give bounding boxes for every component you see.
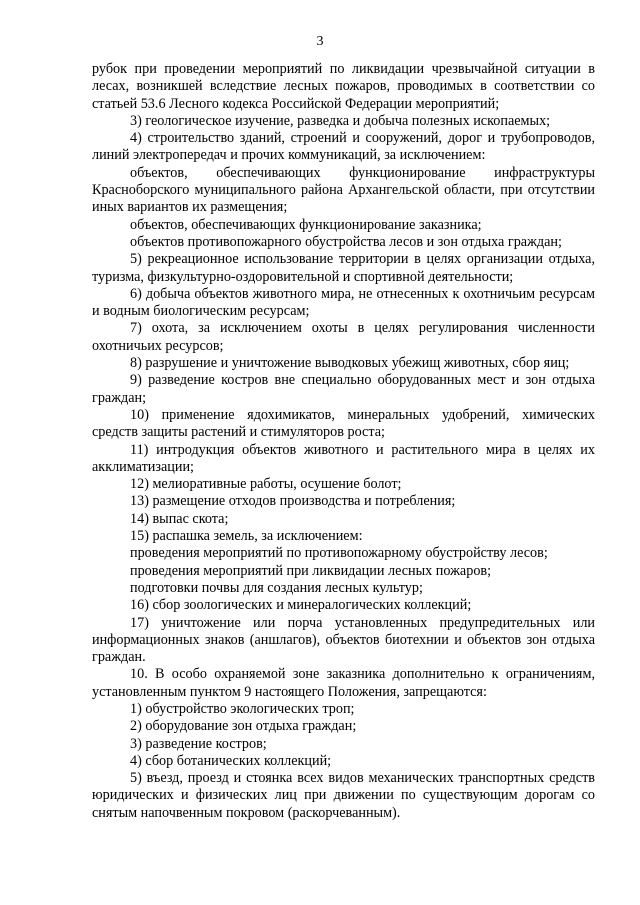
section-10-item-4: 4) сбор ботанических коллекций;	[130, 752, 332, 769]
exception-soil-preparation: подготовки почвы для создания лесных культур;	[130, 579, 423, 596]
list-item-7: 7) охота, за исключением охоты в целях регулирования численности охотничьих ресурсов;	[92, 320, 595, 354]
section-10-paragraph: 10. В особо охраняемой зоне заказника дополнительно к ограничениям, установленным пунктом 9 настоящего Положения, запрещаются:	[92, 666, 595, 700]
section-10-item-5: 5) въезд, проезд и стоянка всех видов механических транспортных средств юридических и физических лиц при движении по существующим дорогам со снятым напочвенным покровом (раскорчеванным).	[92, 770, 595, 821]
exception-fire-protection: объектов противопожарного обустройства лесов и зон отдыха граждан;	[130, 233, 562, 250]
paragraph-continuation: рубок при проведении мероприятий по ликвидации чрезвычайной ситуации в лесах, возникшей вследствие лесных пожаров, проводимых в соответствии со статьей 53.6 Лесного кодекса Российской Федерации мероприятий;	[92, 61, 595, 112]
section-10-item-3: 3) разведение костров;	[130, 735, 267, 752]
list-item-13: 13) размещение отходов производства и потребления;	[130, 493, 456, 510]
list-item-3: 3) геологическое изучение, разведка и добыча полезных ископаемых;	[130, 112, 551, 129]
list-item-4: 4) строительство зданий, строений и сооружений, дорог и трубопроводов, линий электропередач и прочих коммуникаций, за исключением:	[92, 130, 595, 164]
list-item-12: 12) мелиоративные работы, осушение болот;	[130, 476, 402, 493]
list-item-10: 10) применение ядохимикатов, минеральных удобрений, химических средств защиты растений и стимуляторов роста;	[92, 406, 595, 441]
section-10-item-1: 1) обустройство экологических троп;	[130, 700, 355, 717]
section-10-item-2: 2) оборудование зон отдыха граждан;	[130, 718, 357, 735]
list-item-15: 15) распашка земель, за исключением:	[130, 528, 363, 545]
list-item-17: 17) уничтожение или порча установленных предупредительных или информационных знаков (аншлагов), объектов биотехнии и объектов зон отдыха граждан.	[92, 614, 595, 666]
list-item-14: 14) выпас скота;	[130, 510, 229, 527]
document-body	[92, 61, 595, 822]
exception-infrastructure: объектов, обеспечивающих функционирование инфраструктуры Красноборского муниципального района Архангельской области, при отсутствии иных вариантов их размещения;	[92, 164, 595, 216]
exception-fire-arrangement: проведения мероприятий по противопожарному обустройству лесов;	[130, 545, 548, 562]
list-item-11: 11) интродукция объектов животного и растительного мира в целях их акклиматизации;	[92, 441, 595, 475]
list-item-8: 8) разрушение и уничтожение выводковых убежищ животных, сбор яиц;	[130, 355, 570, 372]
list-item-9: 9) разведение костров вне специально оборудованных мест и зон отдыха граждан;	[92, 372, 595, 406]
list-item-5: 5) рекреационное использование территории в целях организации отдыха, туризма, физкультурно-оздоровительной и спортивной деятельности;	[92, 251, 595, 285]
list-item-16: 16) сбор зоологических и минералогических коллекций;	[130, 597, 472, 614]
page-number: 3	[316, 34, 324, 49]
exception-fire-liquidation: проведения мероприятий при ликвидации лесных пожаров;	[130, 562, 492, 579]
exception-reserve-objects: объектов, обеспечивающих функционирование заказника;	[130, 216, 482, 233]
list-item-6: 6) добыча объектов животного мира, не отнесенных к охотничьим ресурсам и водным биологическим ресурсам;	[92, 285, 595, 320]
